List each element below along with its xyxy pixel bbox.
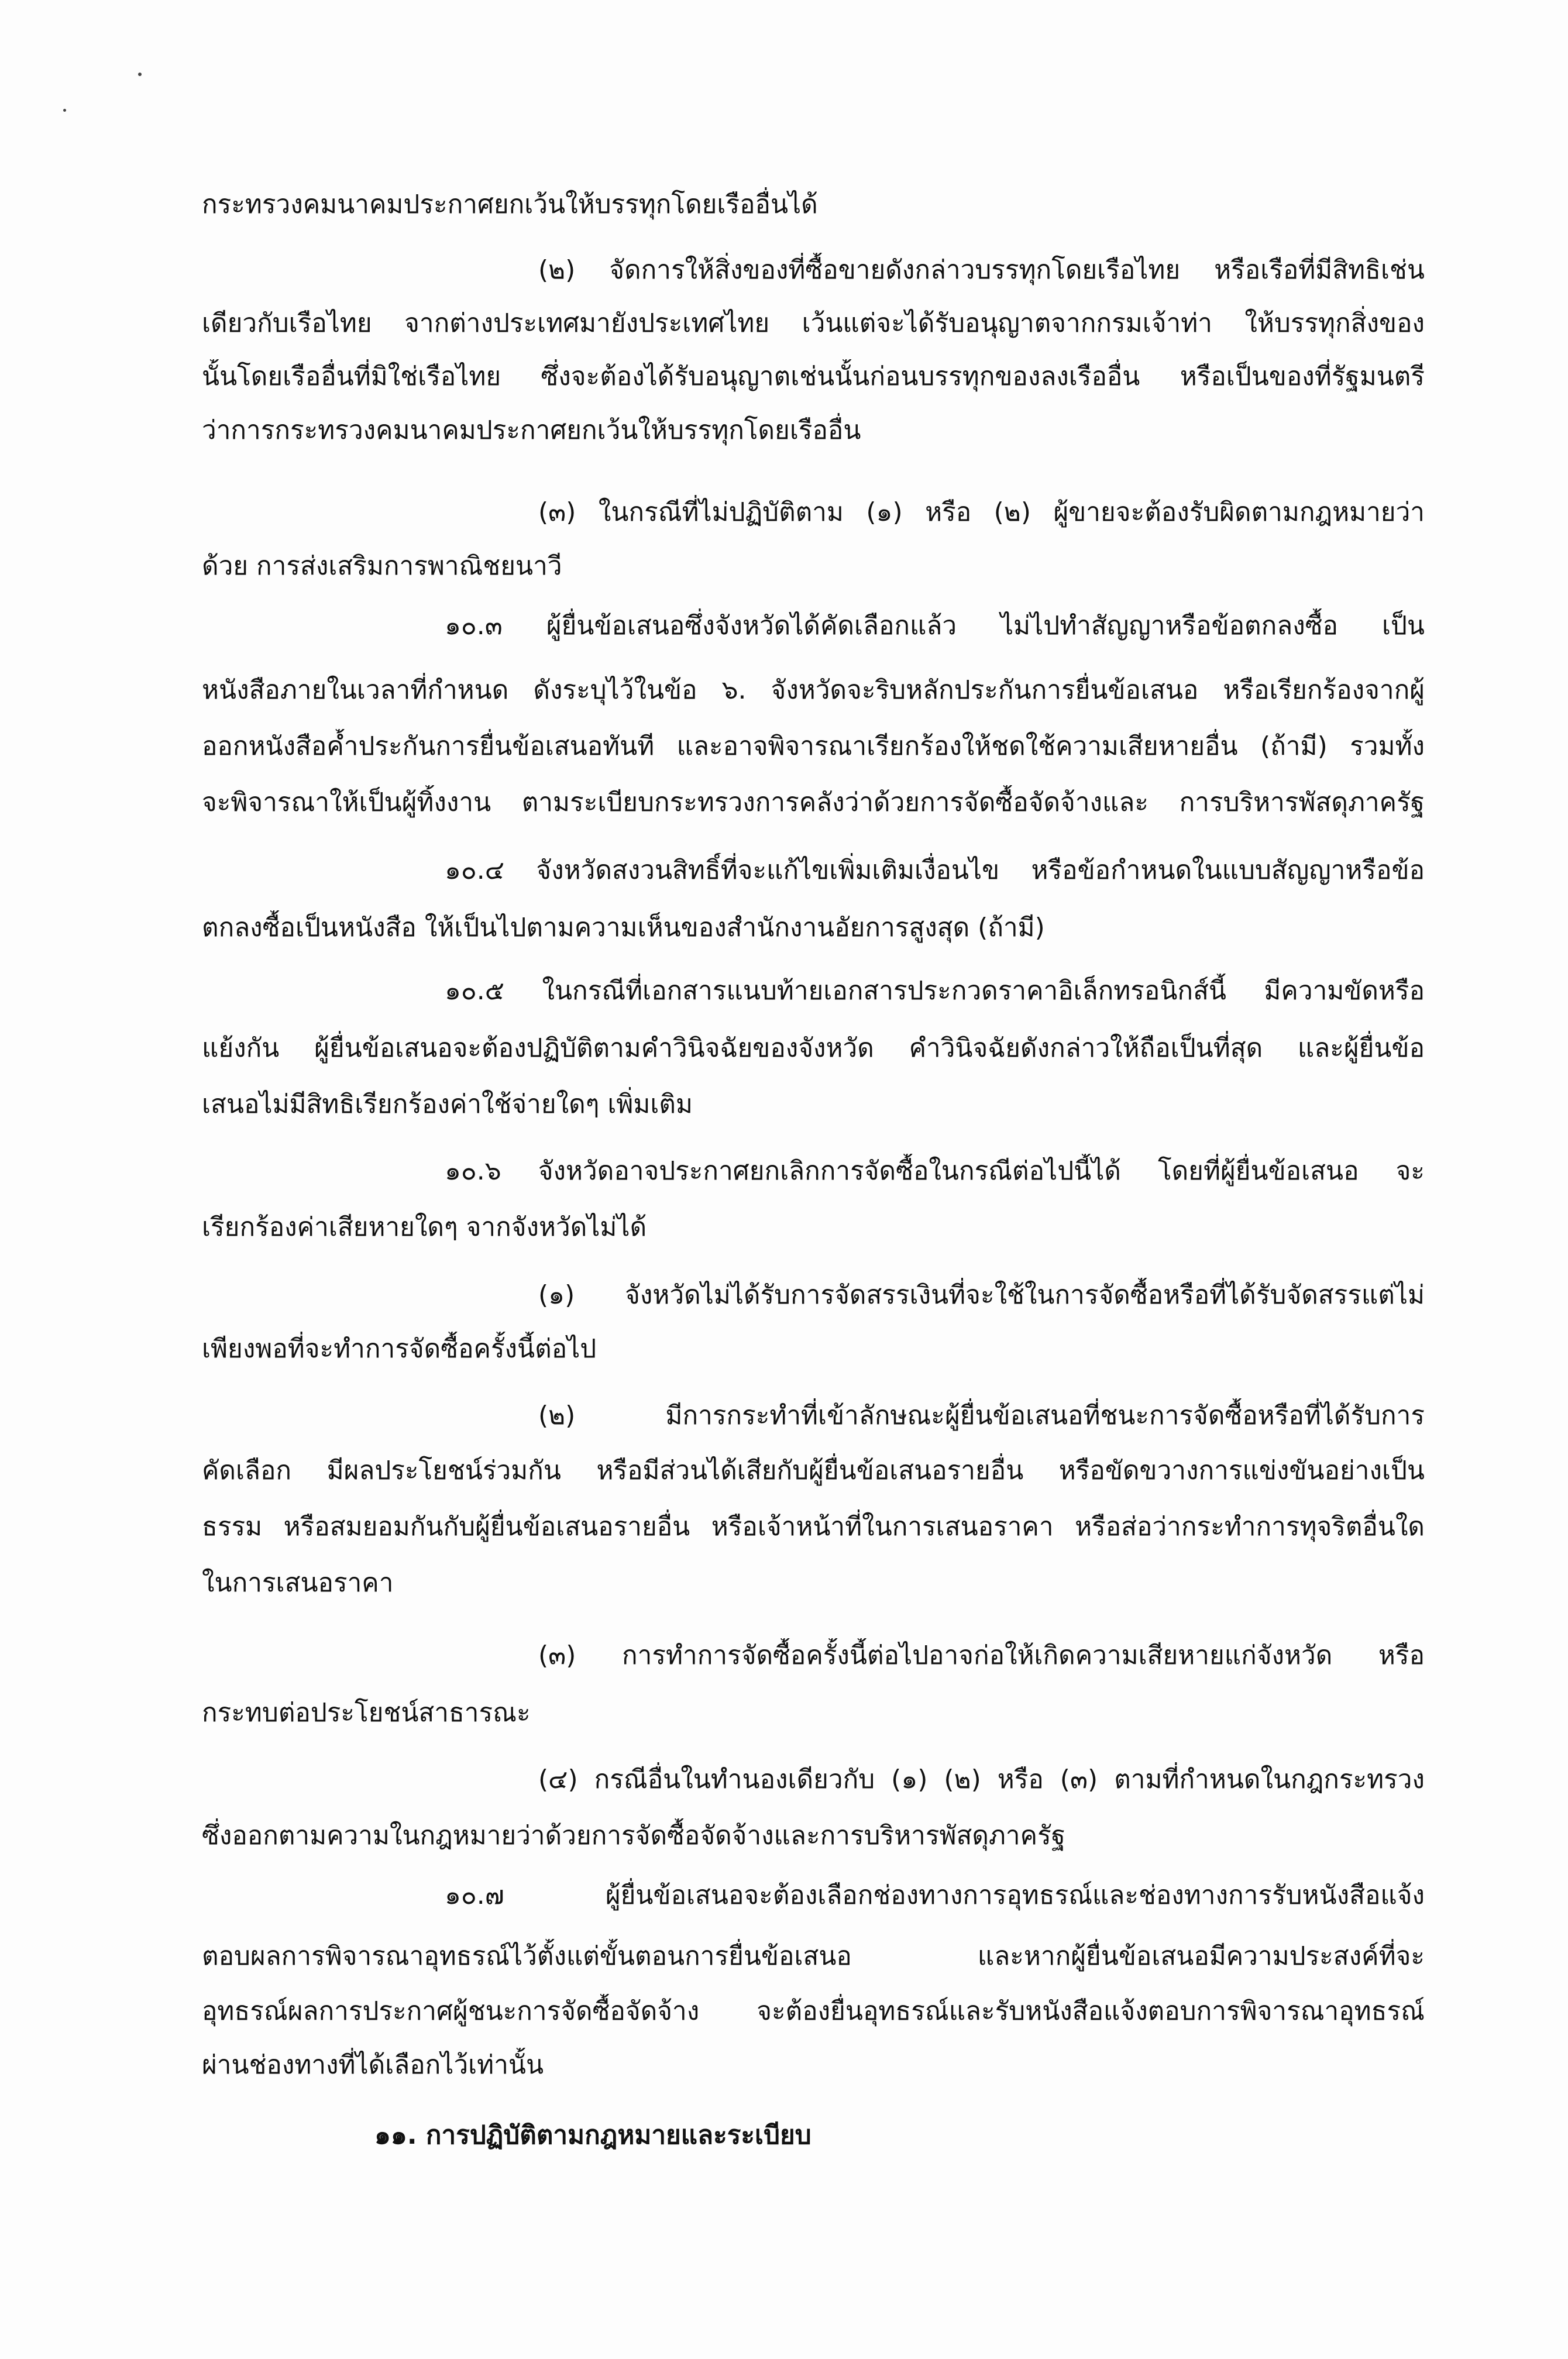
- text-line: อุทธรณ์ผลการประกาศผู้ชนะการจัดซื้อจัดจ้าง จะต้องยื่นอุทธรณ์และรับหนังสือแจ้งตอบการพิจารณาอุทธรณ์: [202, 1996, 1425, 2026]
- text-line: เดียวกับเรือไทย จากต่างประเทศมายังประเทศไทย เว้นแต่จะได้รับอนุญาตจากกรมเจ้าท่า ให้บรรทุกสิ่งของ: [202, 308, 1425, 338]
- text-line: ออกหนังสือค้ำประกันการยื่นข้อเสนอทันที และอาจพิจารณาเรียกร้องให้ชดใช้ความเสียหายอื่น (ถ้ามี) รวมทั้ง: [202, 731, 1425, 761]
- text-line: คัดเลือก มีผลประโยชน์ร่วมกัน หรือมีส่วนได้เสียกับผู้ยื่นข้อเสนอรายอื่น หรือขัดขวางการแข่งขันอย่างเป็น: [202, 1456, 1425, 1485]
- text-line: ธรรม หรือสมยอมกันกับผู้ยื่นข้อเสนอรายอื่น หรือเจ้าหน้าที่ในการเสนอราคา หรือส่อว่ากระทำการทุจริตอื่นใด: [202, 1512, 1425, 1542]
- text-line: (๒) จัดการให้สิ่งของที่ซื้อขายดังกล่าวบรรทุกโดยเรือไทย หรือเรือที่มีสิทธิเช่น: [538, 255, 1425, 285]
- scan-speck: [63, 109, 66, 112]
- text-line: (๔) กรณีอื่นในทำนองเดียวกับ (๑) (๒) หรือ (๓) ตามที่กำหนดในกฎกระทรวง: [538, 1765, 1425, 1794]
- text-line: ซึ่งออกตามความในกฎหมายว่าด้วยการจัดซื้อจัดจ้างและการบริหารพัสดุภาครัฐ: [202, 1821, 1065, 1851]
- text-line: หนังสือภายในเวลาที่กำหนด ดังระบุไว้ในข้อ ๖. จังหวัดจะริบหลักประกันการยื่นข้อเสนอ หรือเรียกร้องจากผู้: [202, 675, 1425, 705]
- text-line: เพียงพอที่จะทำการจัดซื้อครั้งนี้ต่อไป: [202, 1334, 597, 1364]
- text-line: เสนอไม่มีสิทธิเรียกร้องค่าใช้จ่ายใดๆ เพิ่มเติม: [202, 1089, 693, 1119]
- text-line: ว่าการกระทรวงคมนาคมประกาศยกเว้นให้บรรทุกโดยเรืออื่น: [202, 415, 861, 445]
- text-line: (๒) มีการกระทำที่เข้าลักษณะผู้ยื่นข้อเสนอที่ชนะการจัดซื้อหรือที่ได้รับการ: [538, 1401, 1425, 1430]
- text-line: (๑) จังหวัดไม่ได้รับการจัดสรรเงินที่จะใช้ในการจัดซื้อหรือที่ได้รับจัดสรรแต่ไม่: [538, 1280, 1425, 1310]
- text-line: ผ่านช่องทางที่ได้เลือกไว้เท่านั้น: [202, 2050, 544, 2080]
- text-line: จะพิจารณาให้เป็นผู้ทิ้งงาน ตามระเบียบกระทรวงการคลังว่าด้วยการจัดซื้อจัดจ้างและ การบริหารพัสดุภาครัฐ: [202, 788, 1425, 817]
- text-line: ในการเสนอราคา: [202, 1568, 394, 1598]
- text-line: กระทบต่อประโยชน์สาธารณะ: [202, 1698, 531, 1728]
- text-line: ๑๐.๗ ผู้ยื่นข้อเสนอจะต้องเลือกช่องทางการอุทธรณ์และช่องทางการรับหนังสือแจ้ง: [445, 1880, 1425, 1910]
- section-heading: ๑๑. การปฏิบัติตามกฎหมายและระเบียบ: [374, 2120, 811, 2150]
- scan-speck: [138, 73, 142, 76]
- text-line: ๑๐.๖ จังหวัดอาจประกาศยกเลิกการจัดซื้อในกรณีต่อไปนี้ได้ โดยที่ผู้ยื่นข้อเสนอ จะ: [445, 1156, 1425, 1186]
- text-line: ๑๐.๕ ในกรณีที่เอกสารแนบท้ายเอกสารประกวดราคาอิเล็กทรอนิกส์นี้ มีความขัดหรือ: [445, 976, 1425, 1006]
- text-line: ๑๐.๓ ผู้ยื่นข้อเสนอซึ่งจังหวัดได้คัดเลือกแล้ว ไม่ไปทำสัญญาหรือข้อตกลงซื้อ เป็น: [445, 611, 1425, 641]
- text-line: ตอบผลการพิจารณาอุทธรณ์ไว้ตั้งแต่ขั้นตอนการยื่นข้อเสนอ และหากผู้ยื่นข้อเสนอมีความประสงค์ที่จะ: [202, 1941, 1425, 1971]
- text-line: ด้วย การส่งเสริมการพาณิชยนาวี: [202, 551, 562, 581]
- text-line: (๓) ในกรณีที่ไม่ปฏิบัติตาม (๑) หรือ (๒) ผู้ขายจะต้องรับผิดตามกฎหมายว่า: [538, 497, 1425, 527]
- text-line: ๑๐.๔ จังหวัดสงวนสิทธิ์ที่จะแก้ไขเพิ่มเติมเงื่อนไข หรือข้อกำหนดในแบบสัญญาหรือข้อ: [445, 855, 1425, 885]
- text-line: กระทรวงคมนาคมประกาศยกเว้นให้บรรทุกโดยเรืออื่นได้: [202, 190, 818, 219]
- text-line: เรียกร้องค่าเสียหายใดๆ จากจังหวัดไม่ได้: [202, 1212, 647, 1242]
- text-line: นั้นโดยเรืออื่นที่มิใช่เรือไทย ซึ่งจะต้องได้รับอนุญาตเช่นนั้นก่อนบรรทุกของลงเรืออื่น หรือเป็นของที่รัฐมนตรี: [202, 362, 1425, 391]
- text-line: แย้งกัน ผู้ยื่นข้อเสนอจะต้องปฏิบัติตามคำวินิจฉัยของจังหวัด คำวินิจฉัยดังกล่าวให้ถือเป็นที่สุด และผู้ยื่นข้อ: [202, 1033, 1425, 1063]
- text-line: ตกลงซื้อเป็นหนังสือ ให้เป็นไปตามความเห็นของสำนักงานอัยการสูงสุด (ถ้ามี): [202, 913, 1045, 943]
- text-line: (๓) การทำการจัดซื้อครั้งนี้ต่อไปอาจก่อให้เกิดความเสียหายแก่จังหวัด หรือ: [538, 1641, 1425, 1670]
